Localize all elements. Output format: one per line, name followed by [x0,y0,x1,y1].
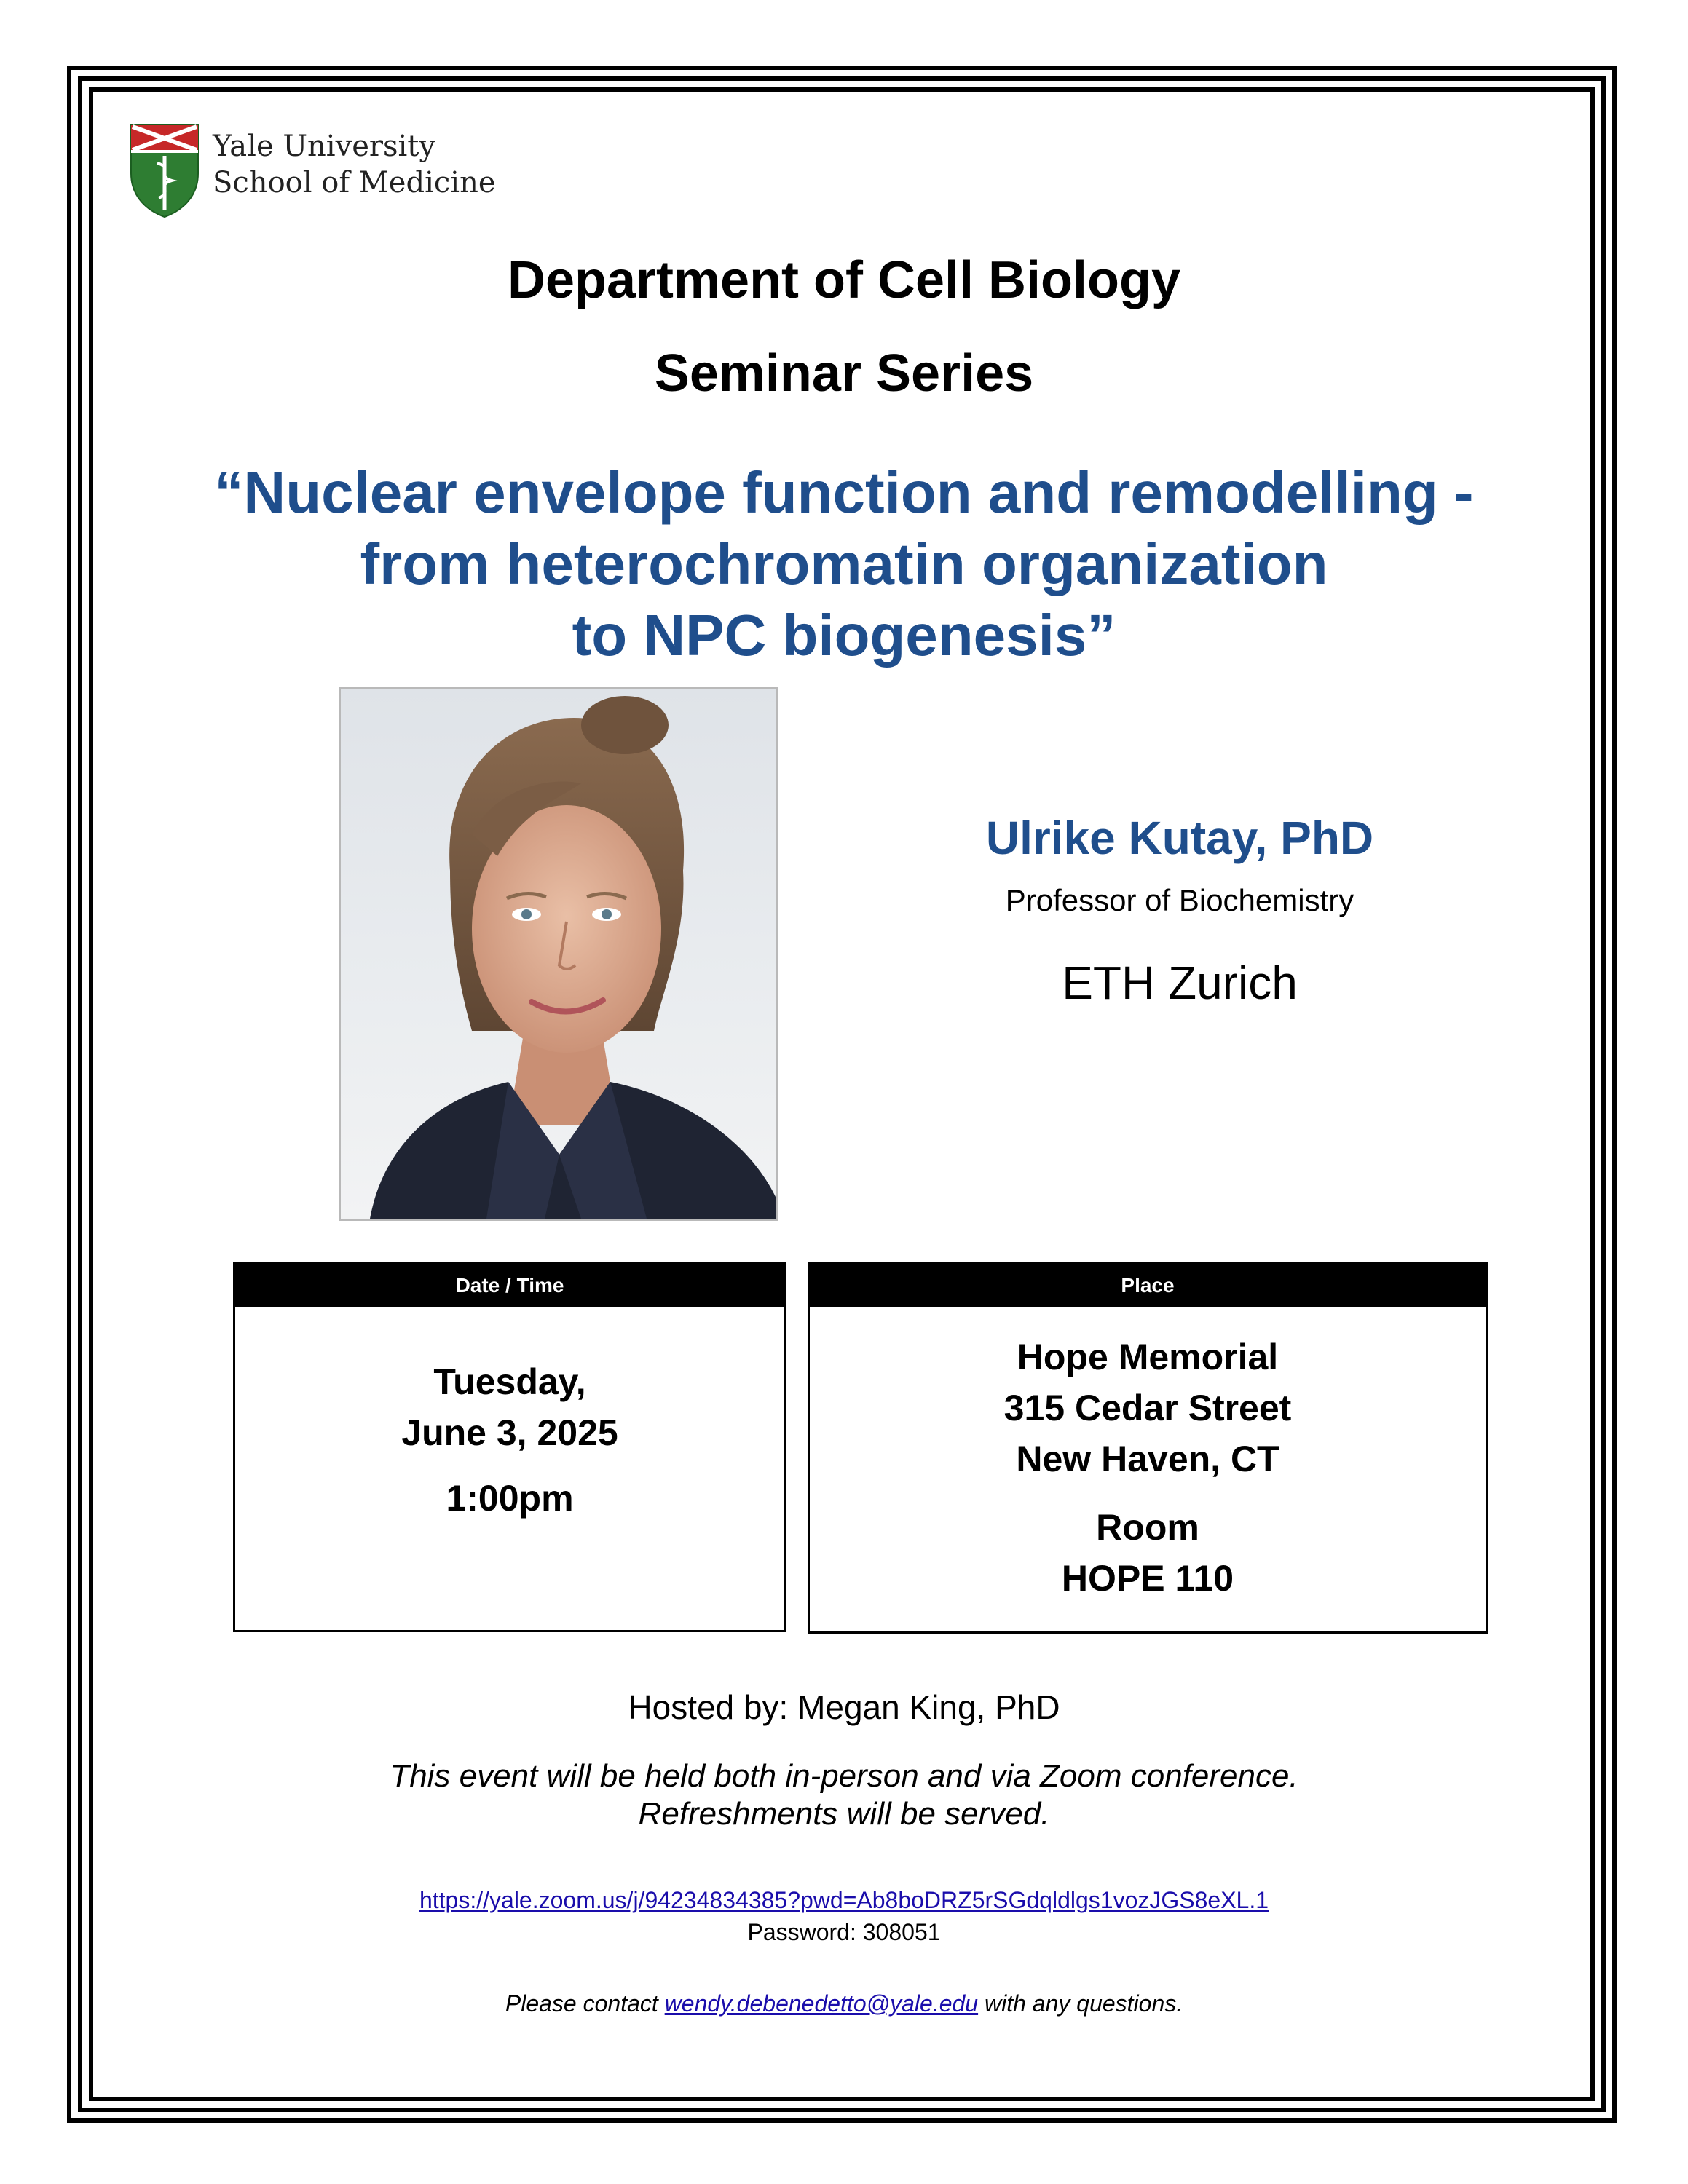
place-building: Hope Memorial [1017,1337,1279,1377]
date-time-box [233,1262,786,1632]
speaker-title: Professor of Biochemistry [1005,883,1354,917]
zoom-password: Password: 308051 [747,1919,941,1945]
place-header: Place [810,1265,1486,1307]
logo-text [213,128,496,201]
speaker-portrait-image [341,689,776,1219]
series-heading: Seminar Series [654,344,1034,403]
yale-shield-icon [128,122,201,218]
event-date: June 3, 2025 [401,1412,618,1453]
department-heading: Department of Cell Biology [507,251,1181,309]
place-street: 315 Cedar Street [1003,1388,1292,1428]
event-note-line-1: This event will be held both in-person and via Zoom conference. [390,1758,1298,1794]
hosted-by: Hosted by: Megan King, PhD [628,1688,1060,1726]
contact-suffix: with any questions. [978,1990,1183,2017]
event-note [0,1757,1688,1833]
event-time: 1:00pm [446,1478,574,1519]
contact-line [0,1990,1688,2017]
logo-line-school: School of Medicine [213,166,496,199]
event-note-line-2: Refreshments will be served. [638,1796,1050,1832]
speaker-photo [339,687,778,1221]
talk-title [0,457,1688,671]
zoom-link[interactable]: https://yale.zoom.us/j/94234834385?pwd=Ab8boDRZ5rSGdqldlgs1vozJGS8eXL.1 [419,1887,1269,1913]
place-room-label: Room [1096,1507,1199,1548]
contact-prefix: Please contact [505,1990,665,2017]
date-time-header: Date / Time [235,1265,784,1307]
place-room: HOPE 110 [1061,1558,1234,1599]
talk-title-line-3: to NPC biogenesis” [572,603,1116,668]
talk-title-line-1: “Nuclear envelope function and remodelling - [214,460,1474,525]
place-city: New Haven, CT [1016,1439,1279,1479]
speaker-name: Ulrike Kutay, PhD [985,812,1374,864]
contact-email-link[interactable]: wendy.debenedetto@yale.edu [664,1990,979,2017]
place-box [808,1262,1488,1634]
logo-line-university: Yale University [213,130,435,163]
event-day: Tuesday, [433,1361,586,1402]
yale-medicine-logo [128,122,496,218]
speaker-institution: ETH Zurich [1062,957,1298,1009]
talk-title-line-2: from heterochromatin organization [360,531,1328,596]
